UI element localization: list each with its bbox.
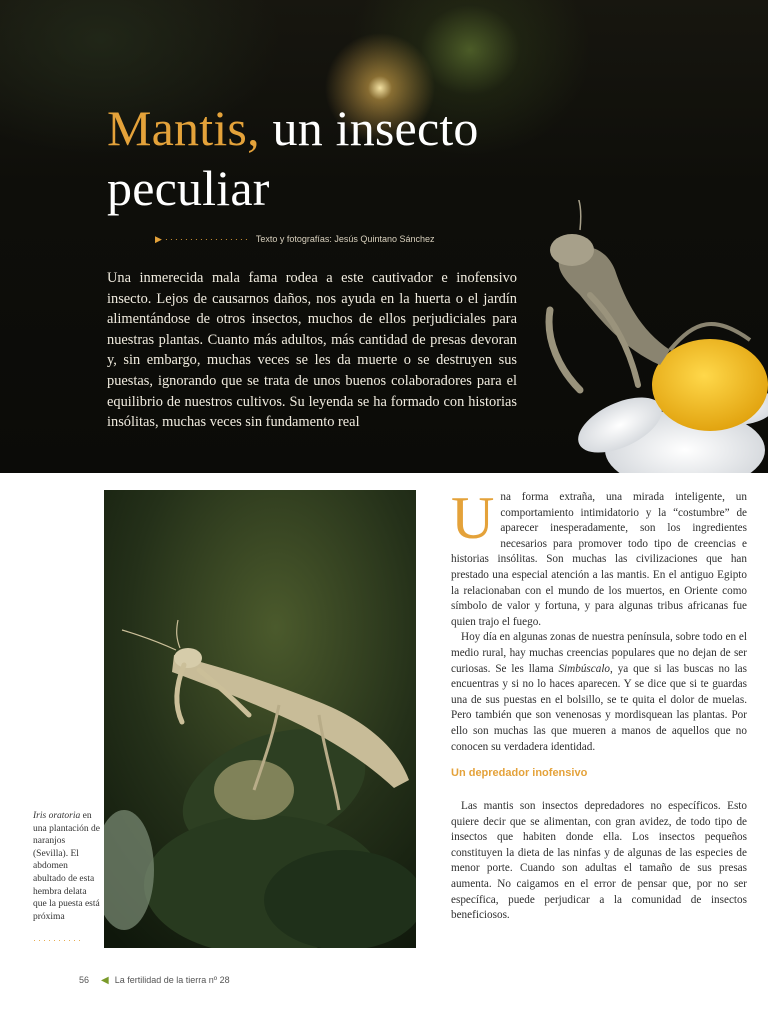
triangle-arrow-left-icon: ◀ (101, 975, 109, 986)
drop-cap: U (451, 485, 495, 551)
article-paragraph-3: Las mantis son insectos depredadores no específicos. Esto quiere decir que se alimentan, con gran avidez, de todo tipo de insectos que habiten donde ella. Los insectos pequeños constituyen la dieta de las ninfas y de algunas de las especies de menor porte. Cuando son adultas el tamaño de sus presas aumenta. No caigamos en el error de pensar que, por no ser específica, puede perjudicar a la comunidad de insectos beneficiosos. (451, 800, 747, 922)
intro-paragraph: Una inmerecida mala fama rodea a este cautivador e inofensivo insecto. Lejos de causarnos daños, nos ayuda en la huerta o el jardín alimentándose de otros insectos, muchos de ellos perjudiciales para nuestras plantas. Cuanto más adultos, más cantidad de presas devoran y, sin embargo, muchas veces se les da muerte o se destruyen sus puestas, ignorando que se trata de unos buenos colaboradores para el equilibrio de nuestros cultivos. Su leyenda se ha formado con historias insólitas, muchas veces sin fundamento real (107, 270, 517, 431)
article-paragraph-1 (451, 485, 747, 630)
photo-caption (33, 810, 101, 923)
mantis-on-leaf-photo (104, 490, 416, 948)
caption-dots: ·········· (33, 935, 83, 945)
section-subheading: Un depredador inofensivo (451, 767, 588, 780)
paragraph-2-italic: Simbúscalo (558, 662, 611, 675)
article-body (451, 485, 748, 924)
page-footer (79, 975, 230, 989)
page-number: 56 (79, 975, 90, 985)
caption-text: en una plantación de naranjos (Sevilla). El abdomen abultado de esta hembra delata que la puesta está próxima (33, 811, 101, 922)
byline-author: Jesús Quintano Sánchez (334, 234, 435, 244)
title-rest: un insecto peculiar (107, 100, 479, 216)
header-banner (0, 0, 768, 473)
mantis-on-flower-photo (520, 200, 768, 473)
byline-dots: ················· (164, 234, 250, 244)
paragraph-1-text: na forma extraña, una mirada inteligente, un comportamiento intimidatorio y la “costumbre” de aparecer inesperadamente, son los ingredientes necesarios para promover todo tipo de creencias e historias insólitas. Son muchas las civilizaciones que han prestado una especial atención a las mantis. En el antiguo Egipto la relacionaban con el mundo de los muertos, en Oriente como símbolo de valor y fortuna, y para algunas tribus africanas fue quien trajo el fuego. (451, 491, 747, 628)
paragraph-2-text-a: Hoy día en algunas zonas de nuestra península, sobre todo en el medio rural, hay muchas creencias populares que no dejan de ser curiosas. Se les llama (451, 631, 747, 675)
caption-species: Iris oratoria (33, 811, 81, 821)
paragraph-2-text-b: , ya que si las buscas no las encuentras y si no lo haces aparecen. Y se dice que si te guardas una de sus puestas en el bolsillo, se te quita el dolor de muelas. Pero también que son venenosas y mordisquean las plantas. Por ello son muchas las que mueren a manos de aquellos que no conocen su verdadera identidad. (451, 662, 748, 753)
publication-name: La fertilidad de la tierra nº 28 (114, 975, 230, 985)
article-title (107, 98, 587, 218)
byline-prefix: Texto y fotografías: (255, 234, 335, 244)
article-paragraph-2 (451, 630, 747, 755)
title-accent: Mantis, (107, 100, 260, 156)
triangle-arrow-right-icon: ▶ (155, 234, 162, 244)
byline (155, 234, 495, 250)
